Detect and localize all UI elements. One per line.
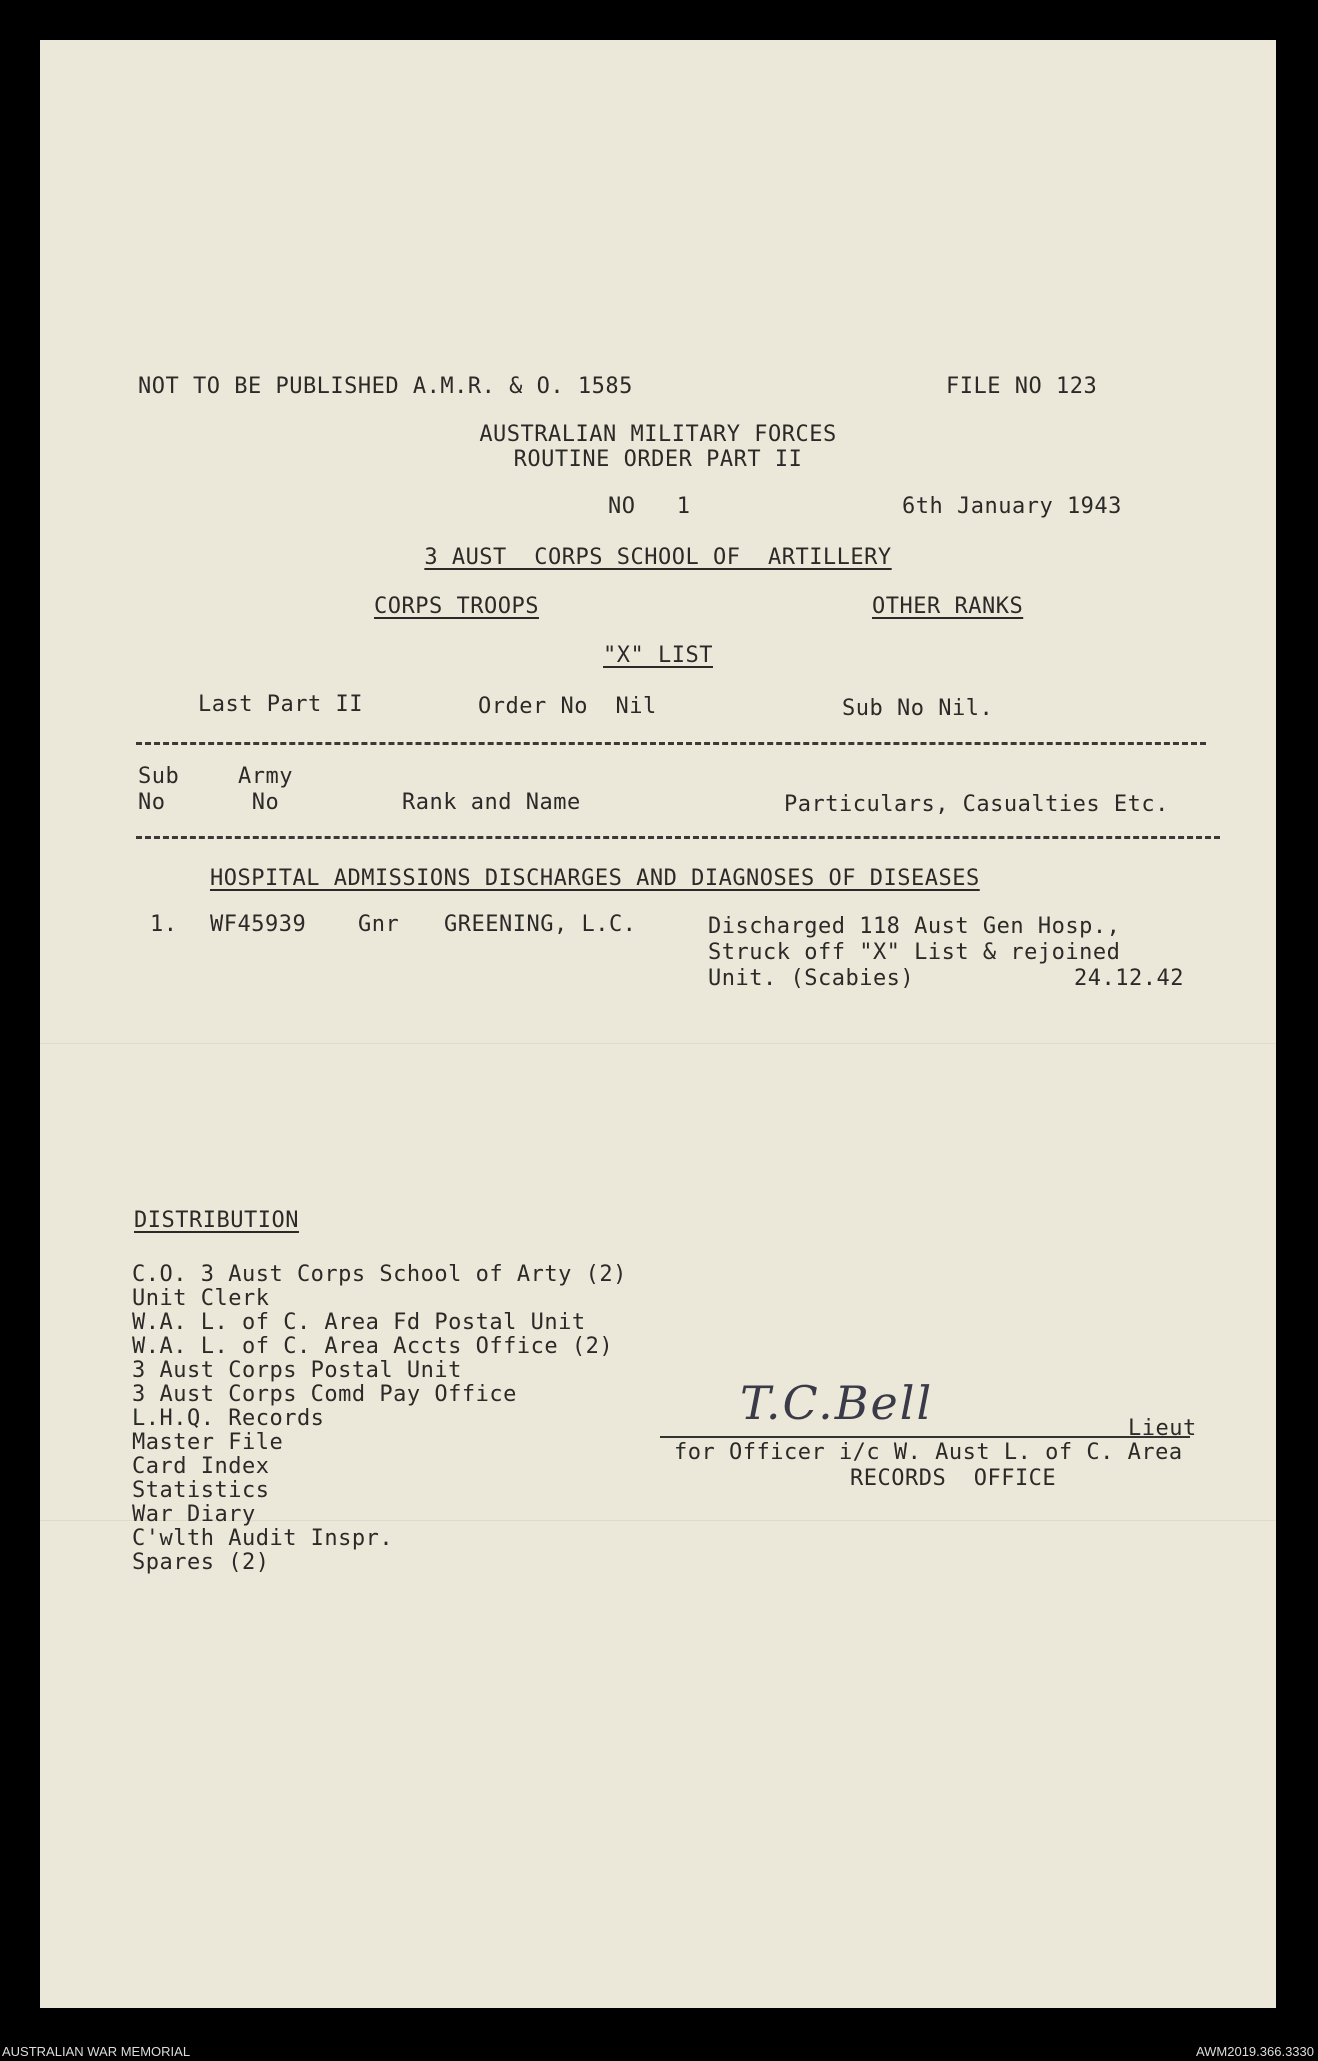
distribution-item: Unit Clerk [132, 1286, 270, 1311]
signature-for-line: for Officer i/c W. Aust L. of C. Area [674, 1440, 1183, 1465]
x-list-heading: "X" LIST [603, 643, 713, 668]
distribution-item: W.A. L. of C. Area Accts Office (2) [132, 1334, 614, 1359]
signature: T.C.Bell [740, 1376, 934, 1430]
distribution-item: C.O. 3 Aust Corps School of Arty (2) [132, 1262, 627, 1287]
title-line1: AUSTRALIAN MILITARY FORCES [479, 422, 837, 447]
distribution-item: Master File [132, 1430, 284, 1455]
corps-troops-heading: CORPS TROOPS [374, 594, 539, 619]
signature-line [660, 1436, 1190, 1438]
dashed-separator [136, 742, 1206, 745]
last-part-sub: Sub No Nil. [842, 696, 994, 721]
title-line2: ROUTINE ORDER PART II [513, 447, 803, 472]
document-page [40, 40, 1276, 2008]
column-army-no: Army No [238, 764, 293, 815]
header-publication-note: NOT TO BE PUBLISHED A.M.R. & O. 1585 [138, 374, 633, 399]
distribution-item: Card Index [132, 1454, 270, 1479]
entry-army-no: WF45939 [210, 912, 307, 937]
order-number: NO 1 [608, 494, 691, 519]
distribution-item: W.A. L. of C. Area Fd Postal Unit [132, 1310, 586, 1335]
signature-rank: Lieut [1128, 1416, 1197, 1441]
distribution-item: 3 Aust Corps Comd Pay Office [132, 1382, 517, 1407]
file-number: FILE NO 123 [946, 374, 1098, 399]
other-ranks-heading: OTHER RANKS [872, 594, 1024, 619]
footer-institution: AUSTRALIAN WAR MEMORIAL [2, 2044, 191, 2059]
column-particulars: Particulars, Casualties Etc. [784, 792, 1169, 817]
distribution-item: Statistics [132, 1478, 270, 1503]
entry-rank: Gnr [358, 912, 400, 937]
distribution-item: C'wlth Audit Inspr. [132, 1526, 394, 1551]
distribution-item: Spares (2) [132, 1550, 270, 1575]
entry-sub-no: 1. [150, 912, 178, 937]
distribution-item: 3 Aust Corps Postal Unit [132, 1358, 462, 1383]
distribution-item: L.H.Q. Records [132, 1406, 325, 1431]
order-date: 6th January 1943 [902, 494, 1122, 519]
unit-title: 3 AUST CORPS SCHOOL OF ARTILLERY [424, 545, 892, 570]
entry-name: GREENING, L.C. [444, 912, 637, 937]
distribution-heading: DISTRIBUTION [134, 1208, 299, 1233]
last-part-order: Order No Nil [478, 694, 657, 719]
entry-particulars: Discharged 118 Aust Gen Hosp., Struck off "X" List & rejoined Unit. (Scabies) [708, 914, 1121, 991]
section-heading: HOSPITAL ADMISSIONS DISCHARGES AND DIAGNOSES OF DISEASES [210, 866, 980, 891]
column-rank-name: Rank and Name [402, 790, 581, 815]
column-sub-no: Sub No [138, 764, 180, 815]
last-part-label: Last Part II [198, 692, 363, 717]
entry-date: 24.12.42 [1074, 966, 1184, 991]
records-office: RECORDS OFFICE [850, 1466, 1057, 1491]
distribution-item: War Diary [132, 1502, 256, 1527]
dashed-separator [136, 836, 1220, 839]
paper-fold [40, 1043, 1276, 1044]
footer-accession-number: AWM2019.366.3330 [1195, 2044, 1314, 2059]
